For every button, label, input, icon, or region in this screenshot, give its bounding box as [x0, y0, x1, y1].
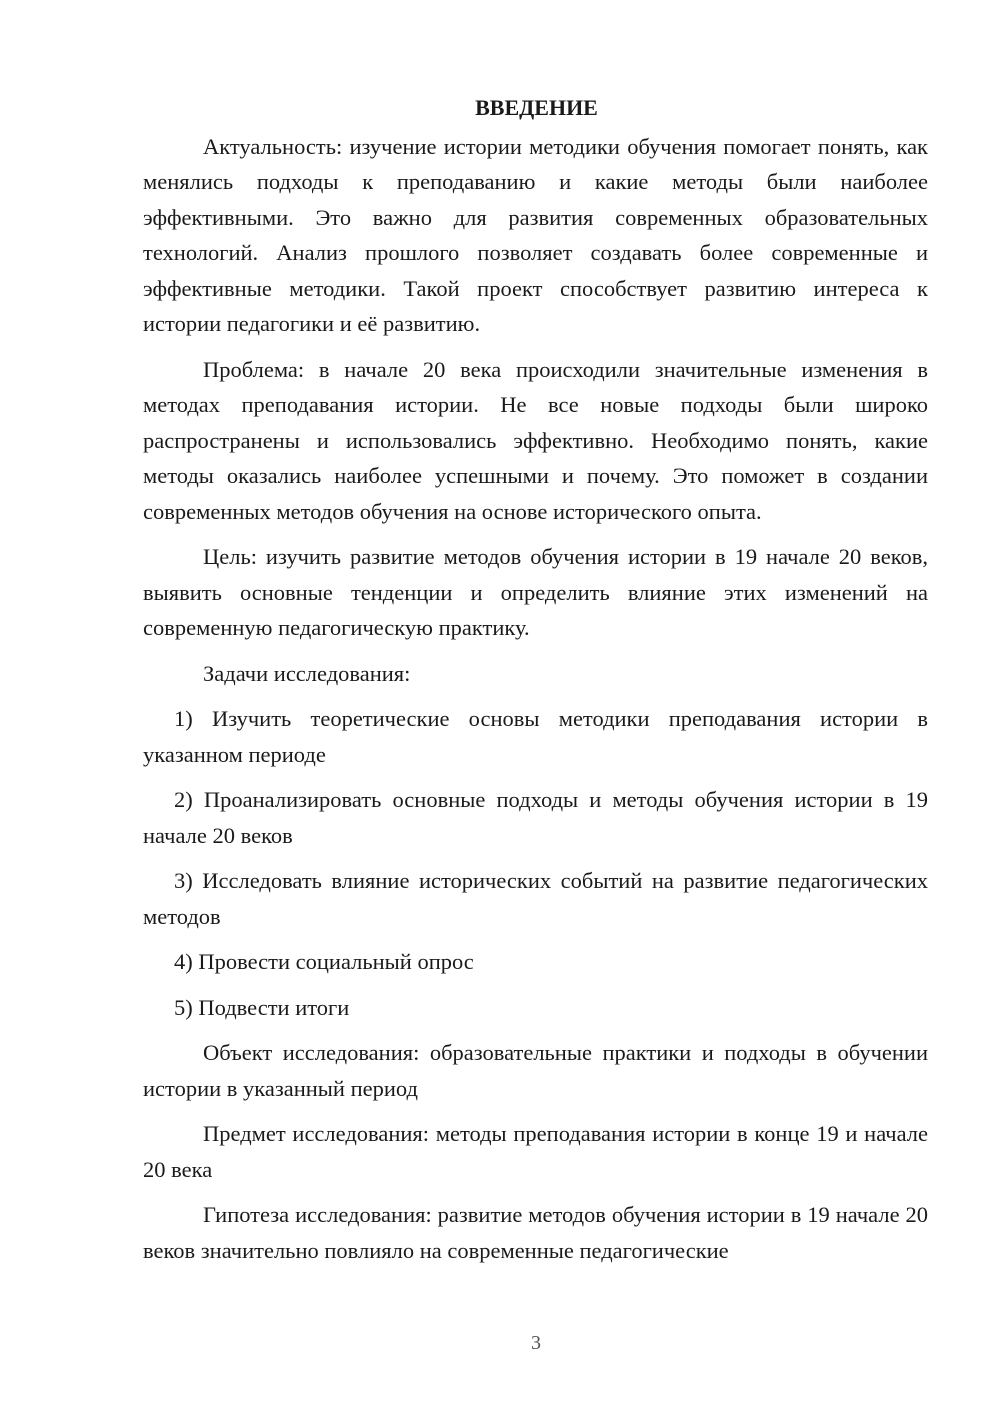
page-content: [143, 90, 928, 1278]
page-number: 3: [531, 1332, 541, 1354]
paragraph-subject: Предмет исследования: методы преподавания истории в конце 19 и начале 20 века: [143, 1121, 928, 1182]
paragraph-tasks-intro: Задачи исследования:: [203, 660, 411, 686]
task-item-4: 4) Провести социальный опрос: [174, 949, 474, 974]
task-item-1: 1) Изучить теоретические основы методики преподавания истории в указанном периоде: [143, 706, 928, 767]
paragraph-object: Объект исследования: образовательные практики и подходы в обучении истории в указанный период: [143, 1040, 928, 1101]
task-item-3: 3) Исследовать влияние исторических событий на развитие педагогических методов: [143, 868, 928, 929]
paragraph-problem: Проблема: в начале 20 века происходили значительные изменения в методах преподавания истории. Не все новые подходы были широко распространены и использовались эффективно. Необходимо понять, какие методы оказались наиболее успешными и почему. Это поможет в создании современных методов обучения на основе исторического опыта.: [143, 356, 928, 524]
paragraph-goal: Цель: изучить развитие методов обучения истории в 19 начале 20 веков, выявить основные тенденции и определить влияние этих изменений на современную педагогическую практику.: [143, 544, 928, 640]
task-item-5: 5) Подвести итоги: [174, 994, 350, 1020]
section-heading: ВВЕДЕНИЕ: [475, 95, 598, 120]
paragraph-hypothesis: Гипотеза исследования: развитие методов обучения истории в 19 начале 20 веков значительно повлияло на современные педагогические: [143, 1202, 928, 1263]
paragraph-relevance: Актуальность: изучение истории методики обучения помогает понять, как менялись подходы к преподаванию и какие методы были наиболее эффективными. Это важно для развития современных образовательных технологий. Анализ прошлого позволяет создавать более современные и эффективные методики. Такой проект способствует развитию интереса к истории педагогики и её развитию.: [143, 133, 928, 336]
task-item-2: 2) Проанализировать основные подходы и методы обучения истории в 19 начале 20 веков: [143, 787, 928, 848]
